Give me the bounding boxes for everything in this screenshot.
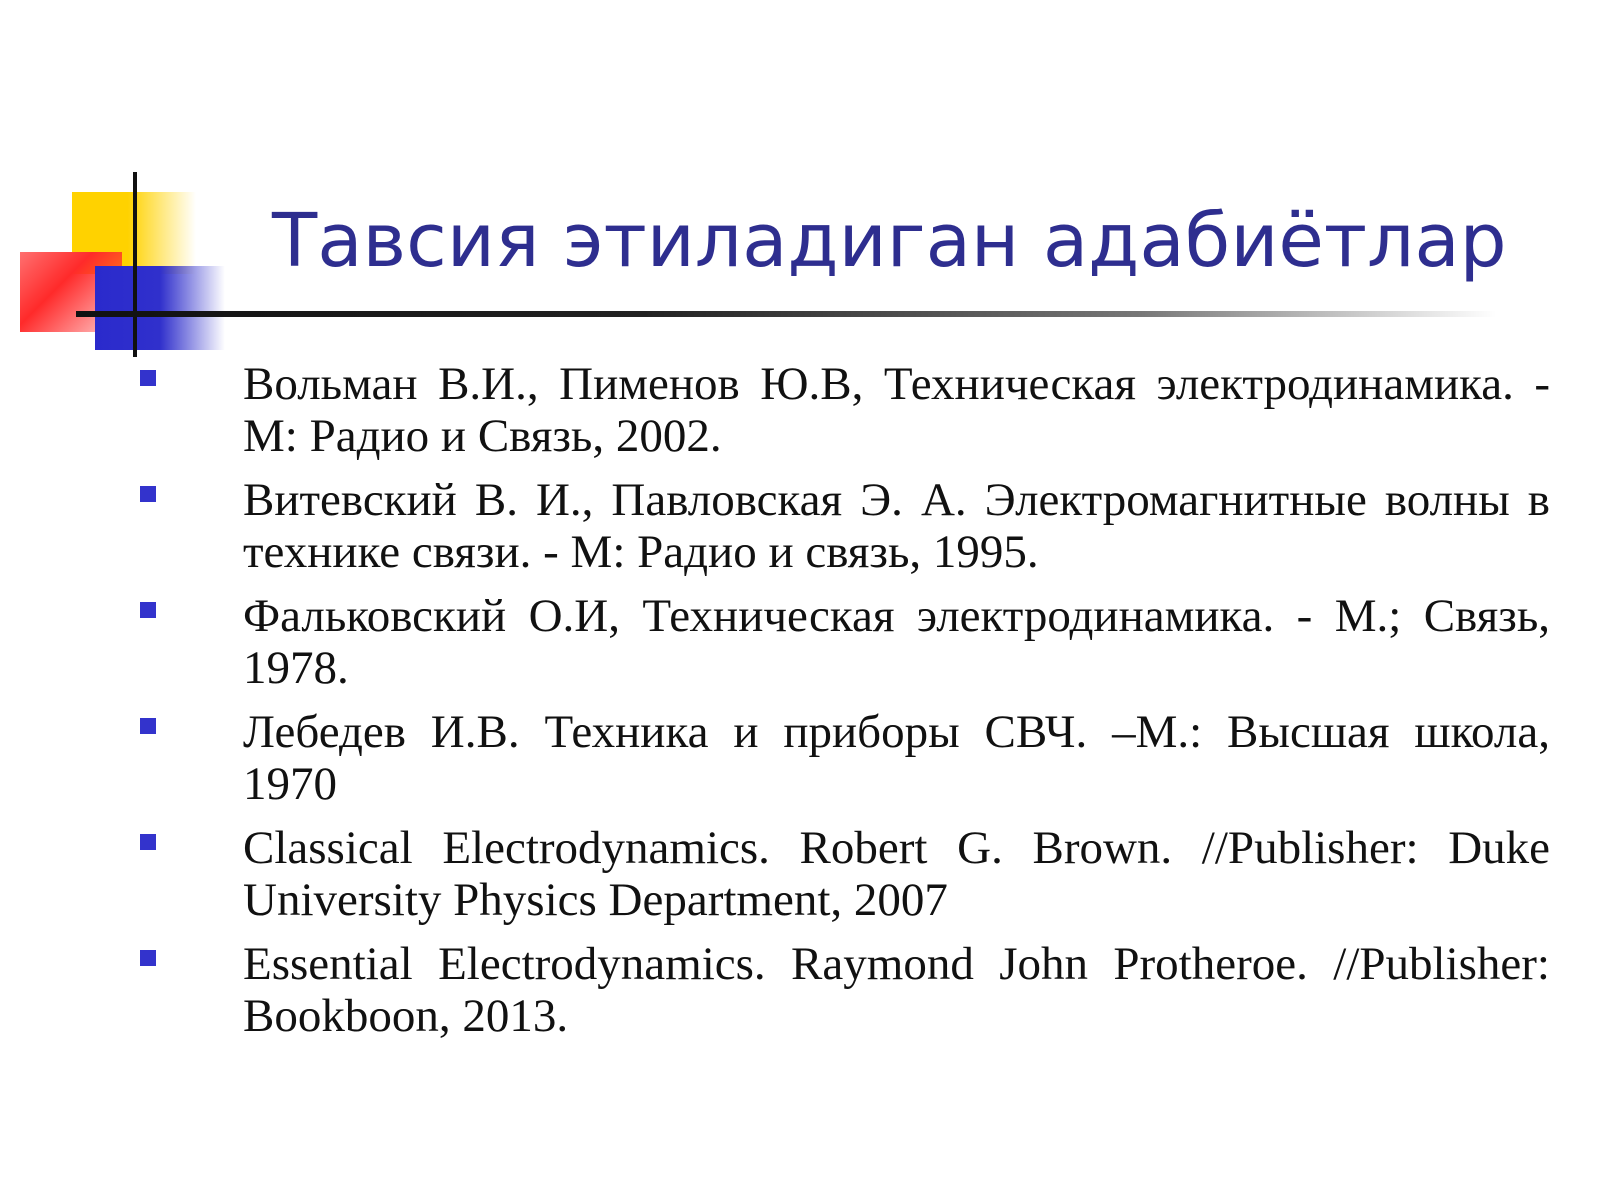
square-bullet-icon [140, 834, 156, 850]
reference-list [0, 358, 1600, 1054]
reference-item [0, 358, 1600, 474]
slide-title: Тавсия этиладиган адабиётлар [272, 198, 1507, 284]
reference-text: Classical Electrodynamics. Robert G. Brown. //Publisher: Duke University Physics Department, 2007 [243, 822, 1550, 926]
reference-item [0, 822, 1600, 938]
reference-text: Вольман В.И., Пименов Ю.В, Техническая электродинамика. - М: Радио и Связь, 2002. [243, 358, 1550, 462]
reference-text: Лебедев И.В. Техника и приборы СВЧ. –М.: Высшая школа, 1970 [243, 706, 1550, 810]
reference-item [0, 590, 1600, 706]
reference-item [0, 938, 1600, 1054]
reference-text: Фальковский О.И, Техническая электродинамика. - М.; Связь, 1978. [243, 590, 1550, 694]
reference-item [0, 706, 1600, 822]
title-underline [76, 311, 1496, 317]
square-bullet-icon [140, 718, 156, 734]
square-bullet-icon [140, 486, 156, 502]
square-bullet-icon [140, 370, 156, 386]
decor-blue-square [95, 266, 225, 350]
reference-text: Витевский В. И., Павловская Э. А. Электромагнитные волны в технике связи. - М: Радио и связь, 1995. [243, 474, 1550, 578]
square-bullet-icon [140, 950, 156, 966]
square-bullet-icon [140, 602, 156, 618]
reference-text: Essential Electrodynamics. Raymond John Protheroe. //Publisher: Bookboon, 2013. [243, 938, 1550, 1042]
decor-vertical-line [133, 172, 137, 357]
reference-item [0, 474, 1600, 590]
